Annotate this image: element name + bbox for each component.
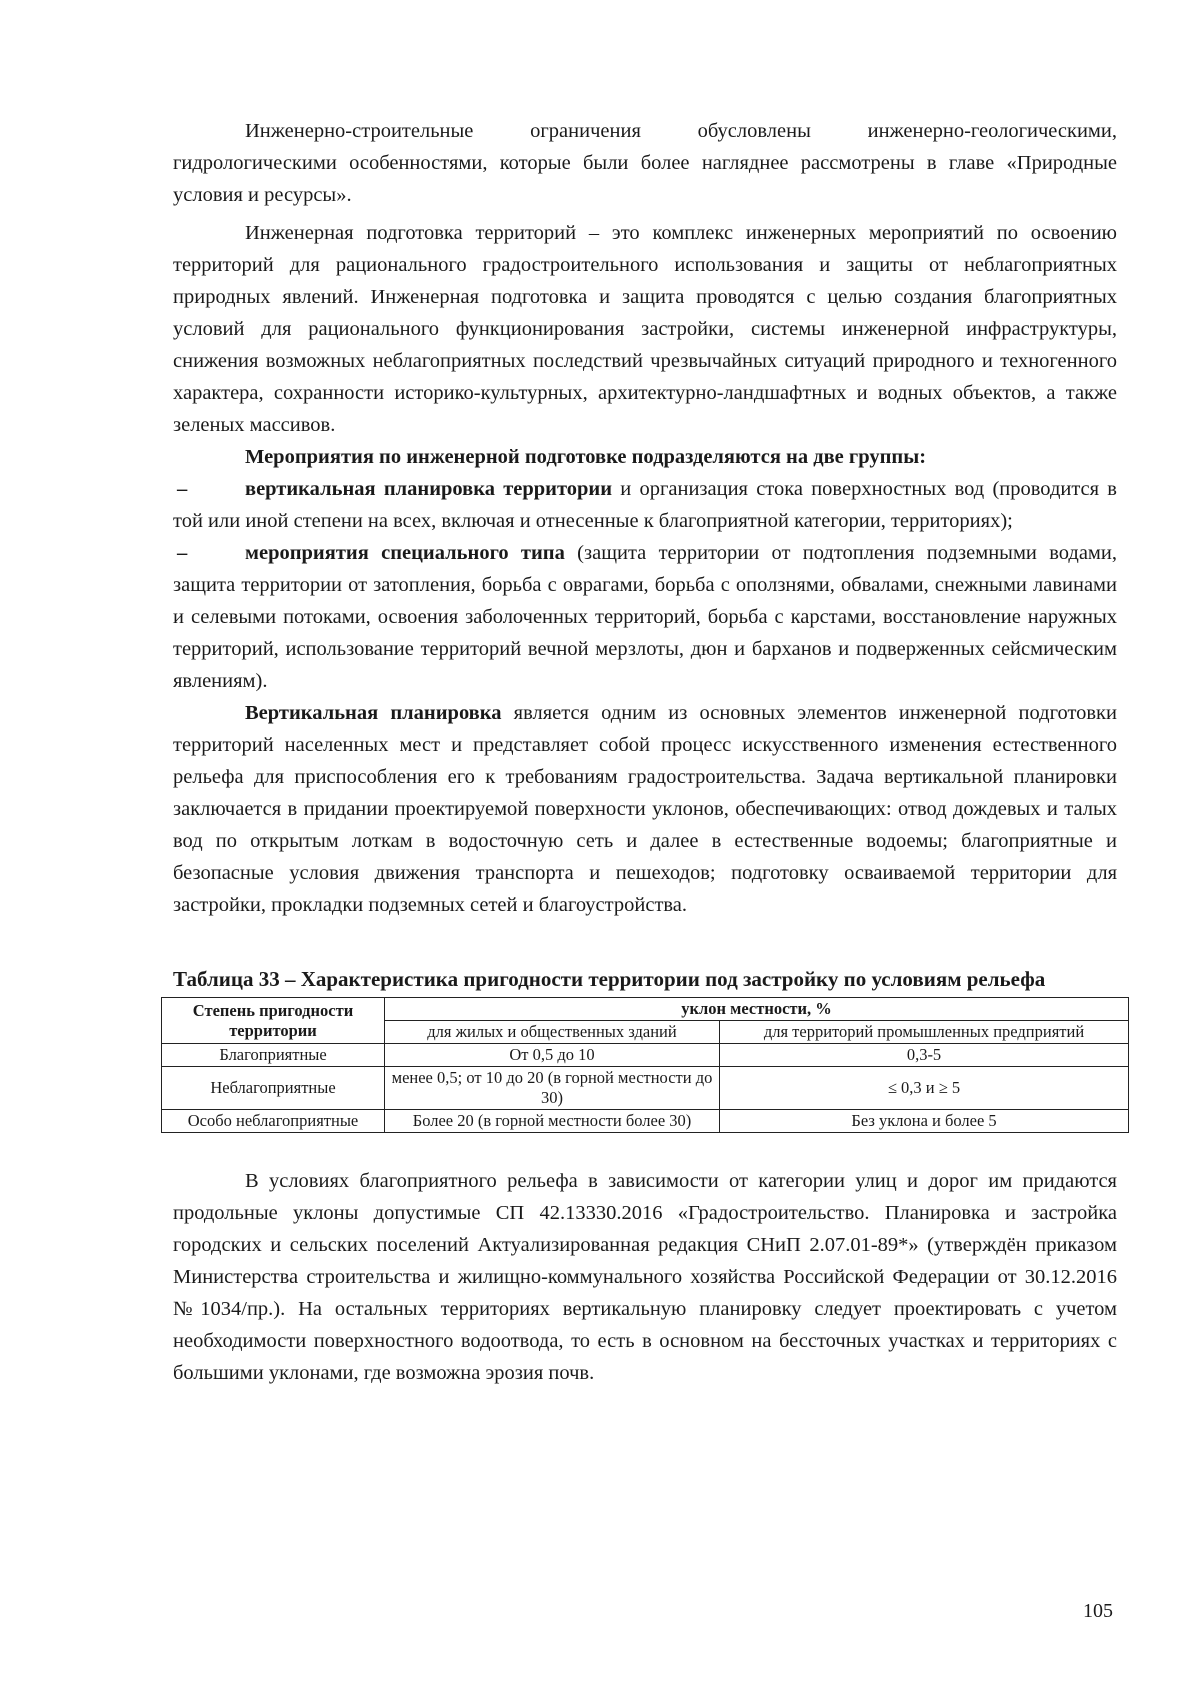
header-slope-group: уклон местности, % — [385, 998, 1129, 1021]
bullet1-text: и организация стока поверхностных вод (проводится в той или иной степени на всех, включая и отнесенные к благоприятной категории, территориях); — [173, 478, 1117, 532]
document-page — [173, 115, 1117, 1389]
table-cell: Благоприятные — [162, 1044, 385, 1067]
page-number: 105 — [1083, 1600, 1113, 1622]
bullet-special-measures — [173, 537, 1117, 697]
groups-heading — [173, 441, 1117, 473]
header-suitability-degree: Степень пригодности территории — [162, 998, 385, 1044]
bullet2-bold: мероприятия специального типа — [245, 542, 565, 564]
bullet-vertical-planning — [173, 473, 1117, 537]
paragraph-favorable-relief: В условиях благоприятного рельефа в зависимости от категории улиц и дорог им придаются продольные уклоны допустимые СП 42.13330.2016 «Градостроительство. Планировка и застройка городских и сельских поселений Актуализированная редакция СНиП 2.07.01-89*» (утверждён приказом Министерства строительства и жилищно-коммунального хозяйства Российской Федерации от 30.12.2016 №1034/пр.). На остальных территориях вертикальную планировку следует проектировать с учетом необходимости поверхностного водоотвода, то есть в основном на бессточных участках и территориях с большими уклонами, где возможна эрозия почв. — [173, 1170, 1117, 1384]
bullet1-bold: вертикальная планировка территории — [245, 478, 613, 500]
suitability-table — [161, 997, 1129, 1133]
bullet-dash: – — [177, 542, 188, 564]
p3-text: является одним из основных элементов инженерной подготовки территорий населенных мест и представляет собой процесс искусственного изменения естественного рельефа для приспособления его к требованиям градостроительства. Задача вертикальной планировки заключается в придании проектируемой поверхности уклонов, обеспечивающих: отвод дождевых и талых вод по открытым лоткам в водосточную сеть и далее в естественные водоемы; благоприятные и безопасные условия движения транспорта и пешеходов; подготовку осваиваемой территории для застройки, прокладки подземных сетей и благоустройства. — [173, 702, 1117, 916]
table-row — [162, 1067, 1129, 1110]
paragraph-vertical-planning — [173, 697, 1117, 921]
header-industrial: для территорий промышленных предприятий — [720, 1021, 1129, 1044]
table-cell: 0,3-5 — [720, 1044, 1129, 1067]
table-header-row — [162, 998, 1129, 1021]
p3-bold: Вертикальная планировка — [245, 702, 502, 724]
table-cell: Более 20 (в горной местности более 30) — [385, 1110, 720, 1133]
table-row — [162, 1110, 1129, 1133]
bullet-dash: – — [177, 478, 188, 500]
table-cell: Без уклона и более 5 — [720, 1110, 1129, 1133]
paragraph-engineering-preparation: Инженерная подготовка территорий – это комплекс инженерных мероприятий по освоению территорий для рационального градостроительного использования и защиты от неблагоприятных природных явлений. Инженерная подготовка и защита проводятся с целью создания благоприятных условий для рационального функционирования застройки, системы инженерной инфраструктуры, снижения возможных неблагоприятных последствий чрезвычайных ситуаций природного и техногенного характера, сохранности историко-культурных, архитектурно-ландшафтных и водных объектов, а также зеленых массивов. — [173, 222, 1117, 436]
table-cell: ≤ 0,3 и ≥ 5 — [720, 1067, 1129, 1110]
table-cell: менее 0,5; от 10 до 20 (в горной местности до 30) — [385, 1067, 720, 1110]
bullet2-text: (защита территории от подтопления подземными водами, защита территории от затопления, борьба с оврагами, борьба с оползнями, обвалами, снежными лавинами и селевыми потоками, освоения заболоченных территорий, борьба с карстами, восстановление наружных территорий, использование территорий вечной мерзлоты, дюн и барханов и подверженных сейсмическим явлениям). — [173, 542, 1117, 692]
table-caption: Таблица 33 – Характеристика пригодности территории под застройку по условиям рельефа — [173, 967, 1046, 991]
paragraph-engineering-constraints: Инженерно-строительные ограничения обусловлены инженерно-геологическими, гидрологическими особенностями, которые были более нагляднее рассмотрены в главе «Природные условия и ресурсы». — [173, 120, 1117, 206]
table-cell: Неблагоприятные — [162, 1067, 385, 1110]
header-residential: для жилых и общественных зданий — [385, 1021, 720, 1044]
table-row — [162, 1044, 1129, 1067]
groups-heading-text: Мероприятия по инженерной подготовке подразделяются на две группы: — [245, 446, 927, 468]
table-cell: От 0,5 до 10 — [385, 1044, 720, 1067]
table-cell: Особо неблагоприятные — [162, 1110, 385, 1133]
